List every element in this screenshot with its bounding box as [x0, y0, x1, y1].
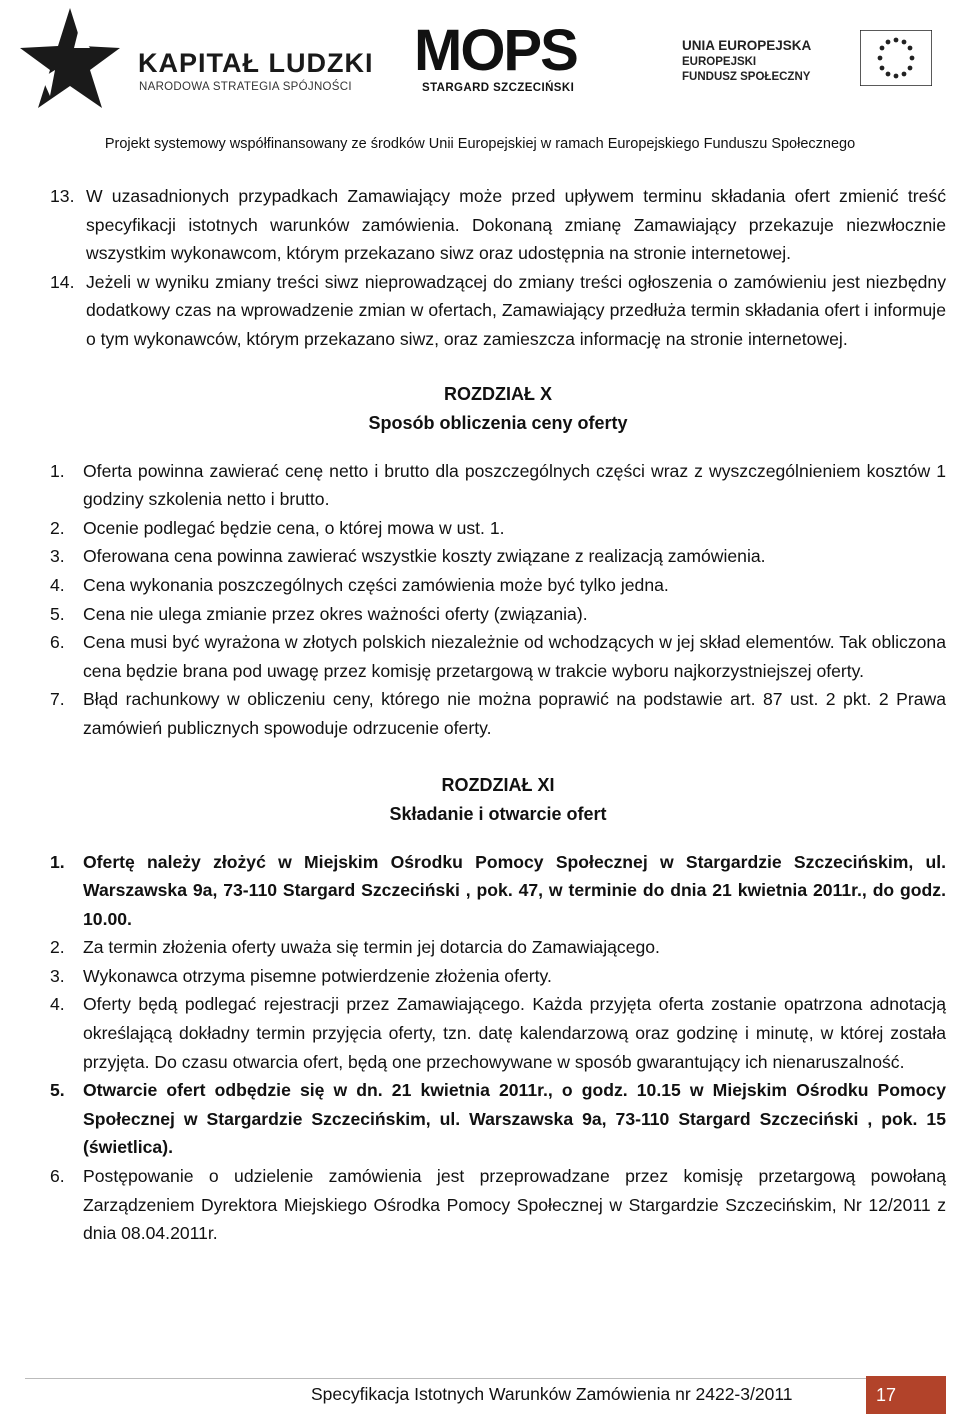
item-text: Błąd rachunkowy w obliczeniu ceny, którego nie można poprawić na podstawie art. 87 ust. 2 pkt. 2 Prawa zamówień publicznych spowoduje odrzucenie oferty. — [83, 689, 946, 738]
list-item — [50, 933, 946, 962]
chapter-label: ROZDZIAŁ XI — [441, 774, 555, 795]
footer-document-title: Specyfikacja Istotnych Warunków Zamówienia nr 2422-3/2011 — [311, 1384, 793, 1404]
chapter-10-list — [50, 457, 946, 743]
item-number: 1. — [50, 460, 65, 481]
list-item — [50, 600, 946, 629]
item-number: 2. — [50, 937, 65, 958]
list-item — [50, 268, 946, 354]
item-number: 13. — [50, 186, 75, 206]
eu-line-3: FUNDUSZ SPOŁECZNY — [682, 71, 811, 83]
item-text: Za termin złożenia oferty uważa się termin jej dotarcia do Zamawiającego. — [83, 937, 660, 958]
item-number: 6. — [50, 1166, 65, 1187]
kapital-ludzki-subtitle: NARODOWA STRATEGIA SPÓJNOŚCI — [139, 81, 352, 93]
page-number-badge: 17 — [866, 1376, 946, 1414]
list-item — [50, 514, 946, 543]
chapter-11-list — [50, 848, 946, 1248]
list-item — [50, 542, 946, 571]
list-item — [50, 685, 946, 742]
mops-subtitle: STARGARD SZCZECIŃSKI — [422, 82, 575, 94]
list-item — [50, 1076, 946, 1162]
item-number: 7. — [50, 689, 65, 710]
chapter-11-heading — [50, 771, 946, 829]
item-text: Oferta powinna zawierać cenę netto i brutto dla poszczególnych części wraz z wyszczególnieniem kosztów 1 godziny szkolenia netto i brutto. — [83, 460, 946, 510]
document-body — [50, 182, 946, 1248]
item-text: Ofertę należy złożyć w Miejskim Ośrodku Pomocy Społecznej w Stargardzie Szczecińskim, ul. Warszawska 9a, 73-110 Stargard Szczeciński , pok. 47, w terminie do dnia 21 kwietnia 2011r., do godz. 10.00. — [83, 851, 946, 929]
item-text: Postępowanie o udzielenie zamówienia jest przeprowadzane przez komisję przetargową powołaną Zarządzeniem Dyrektora Miejskiego Ośrodka Pomocy Społecznej w Stargardzie Szczecińskim, Nr 12/2011 z dnia 08.04.2011r. — [83, 1166, 946, 1244]
item-number: 2. — [50, 517, 65, 538]
list-item — [50, 571, 946, 600]
list-item — [50, 990, 946, 1076]
item-number: 3. — [50, 965, 65, 986]
item-number: 4. — [50, 994, 65, 1015]
item-text: Oferowana cena powinna zawierać wszystkie koszty związane z realizacją zamówienia. — [83, 546, 766, 567]
project-funding-line: Projekt systemowy współfinansowany ze środków Unii Europejskiej w ramach Europejskiego Funduszu Społecznego — [104, 136, 856, 152]
list-item — [50, 962, 946, 991]
list-item — [50, 457, 946, 514]
item-text: Otwarcie ofert odbędzie się w dn. 21 kwietnia 2011r., o godz. 10.15 w Miejskim Ośrodku Pomocy Społecznej w Stargardzie Szczecińskim, ul. Warszawska 9a, 73-110 Stargard Szczeciński , pok. 15 (świetlica). — [83, 1080, 946, 1158]
item-text: Jeżeli w wyniku zmiany treści siwz nieprowadzącej do zmiany treści ogłoszenia o zamówieniu jest niezbędny dodatkowy czas na wprowadzenie zmian w ofertach, Zamawiający przedłuża termin składania ofert i informuje o tym wykonawców, którym przekazano siwz, oraz zamieszcza informację na stronie internetowej. — [86, 271, 946, 349]
item-text: Cena wykonania poszczególnych części zamówienia może być tylko jedna. — [83, 574, 669, 595]
chapter-title: Sposób obliczenia ceny oferty — [368, 412, 628, 433]
footer-divider — [25, 1378, 910, 1379]
item-number: 4. — [50, 574, 65, 595]
item-text: Wykonawca otrzyma pisemne potwierdzenie złożenia oferty. — [83, 965, 552, 986]
page-footer — [0, 1374, 960, 1417]
item-text: Oferty będą podlegać rejestracji przez Zamawiającego. Każda przyjęta oferta zostanie opatrzona adnotacją określającą dokładny termin przyjęcia oferty, tzn. datę kalendarzową oraz godzinę i minutę, w której została przyjęta. Do czasu otwarcia ofert, będą one przechowywane w sposób gwarantujący ich nienaruszalność. — [83, 994, 946, 1072]
eu-flag-icon — [860, 30, 932, 86]
item-text: Cena musi być wyrażona w złotych polskich niezależnie od wchodzących w jej skład elementów. Tak obliczona cena będzie brana pod uwagę przez komisję przetargową w trakcie wyboru najkorzystniejszej oferty. — [83, 632, 946, 681]
chapter-label: ROZDZIAŁ X — [444, 383, 552, 404]
item-number: 5. — [50, 603, 65, 624]
chapter-title: Składanie i otwarcie ofert — [389, 803, 607, 824]
mops-logo — [414, 18, 604, 102]
item-number: 5. — [50, 1080, 65, 1101]
eu-line-2: EUROPEJSKI — [682, 56, 757, 68]
item-number: 14. — [50, 271, 75, 292]
page-header — [0, 0, 960, 152]
previous-section-list — [50, 182, 946, 354]
item-number: 6. — [50, 632, 65, 653]
list-item — [50, 628, 946, 685]
list-item — [50, 182, 946, 268]
eu-logo — [682, 30, 952, 90]
kapital-ludzki-logo — [20, 8, 374, 118]
kapital-ludzki-title: KAPITAŁ LUDZKI — [138, 48, 374, 78]
item-text: Cena nie ulega zmianie przez okres ważności oferty (związania). — [83, 603, 588, 624]
item-text: Ocenie podlegać będzie cena, o której mowa w ust. 1. — [83, 517, 505, 538]
mops-wordmark: MOPS — [414, 18, 577, 83]
item-number: 3. — [50, 546, 65, 567]
chapter-10-heading — [50, 380, 946, 438]
list-item — [50, 1162, 946, 1248]
kapital-ludzki-star-icon — [20, 8, 120, 118]
eu-line-1: UNIA EUROPEJSKA — [682, 38, 812, 53]
item-number: 1. — [50, 851, 65, 872]
list-item — [50, 848, 946, 934]
item-text: W uzasadnionych przypadkach Zamawiający może przed upływem terminu składania ofert zmienić treść specyfikacji istotnych warunków zamówienia. Dokonaną zmianę Zamawiający przekazuje niezwłocznie wszystkim wykonawcom, którym przekazano siwz oraz udostępnia na stronie internetowej. — [86, 186, 946, 264]
